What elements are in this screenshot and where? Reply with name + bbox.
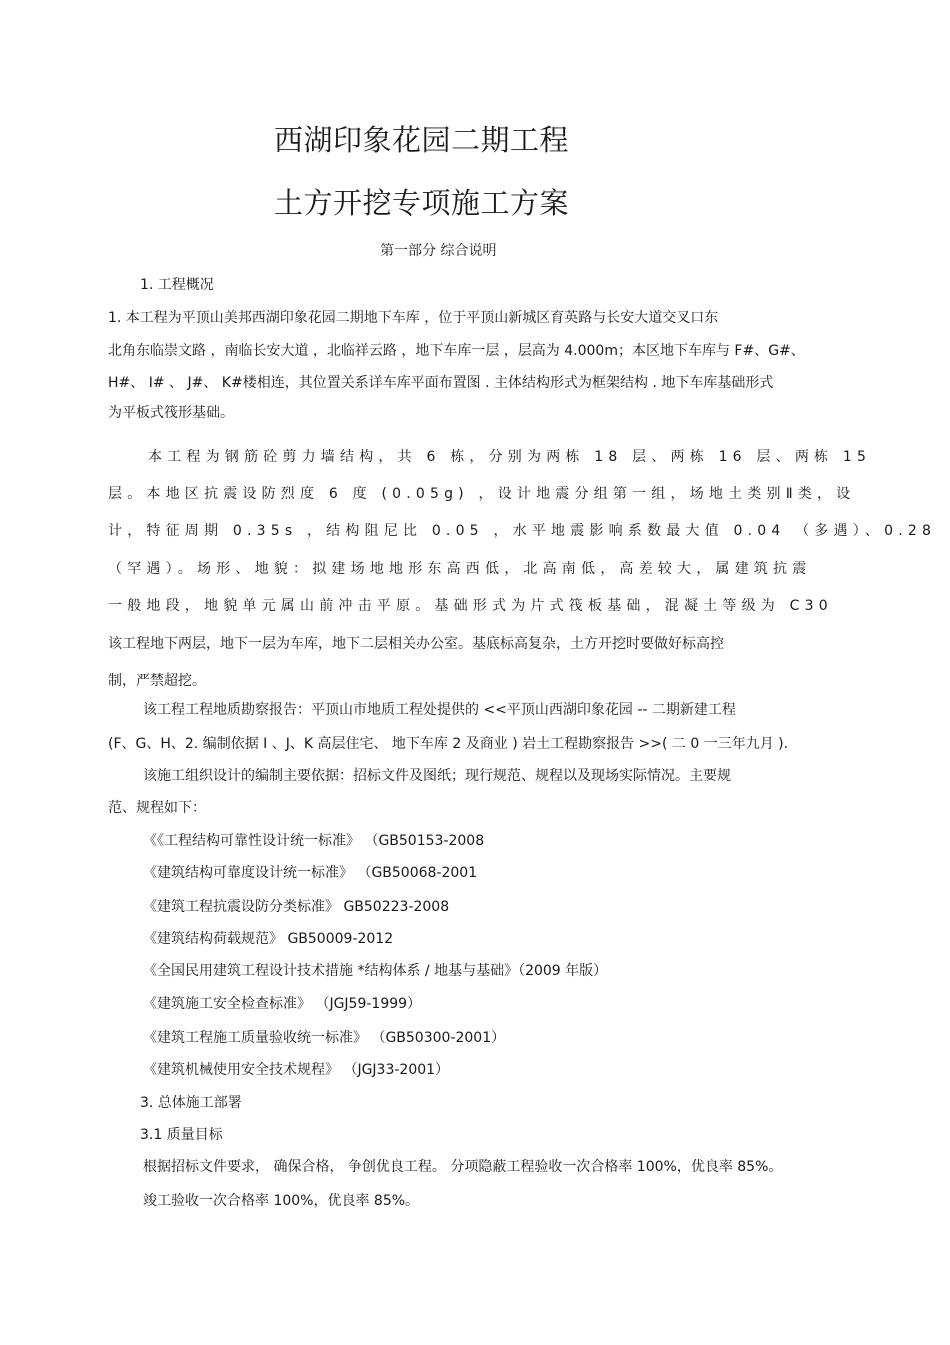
document-title-line1: 西湖印象花园二期工程 — [274, 123, 570, 157]
overview-line: 1. 本工程为平顶山美邦西湖印象花园二期地下车库 ，位于平顶山新城区育英路与长安大道交叉口东 — [108, 310, 719, 326]
quality-line: 根据招标文件要求， 确保合格， 争创优良工程。 分项隐蔽工程验收一次合格率 100%，优良率 85%。 — [143, 1159, 783, 1175]
basis-line: 该施工组织设计的编制主要依据：招标文件及图纸；现行规范、规程以及现场实际情况。主要规 — [143, 768, 731, 784]
standard-item: 《建筑机械使用安全技术规程》 （JGJ33-2001） — [143, 1062, 450, 1078]
geology-line: (F、G、H、2. 编制依据 I 、J、K 高层住宅、 地下车库 2 及商业 ) 岩土工程勘察报告 >>( 二 0 一三年九月 ). — [108, 736, 789, 752]
geology-line: 该工程工程地质勘察报告：平顶山市地质工程处提供的 <<平顶山西湖印象花园 -- 二期新建工程 — [143, 702, 736, 718]
structure-line: （罕遇）。场形、地貌：拟建场地地形东高西低，北高南低，高差较大，属建筑抗震 — [108, 561, 812, 577]
standard-item: 《建筑施工安全检查标准》 （JGJ59-1999） — [143, 996, 422, 1012]
structure-line: 层。本地区抗震设防烈度 6 度 (0.05g) ，设计地震分组第一组，场地土类别Ⅱ类，设 — [108, 486, 856, 502]
structure-line: 本工程为钢筋砼剪力墙结构，共 6 栋，分别为两栋 18 层、两栋 16 层、两栋 15 — [148, 449, 872, 465]
section-heading-overview: 1. 工程概况 — [140, 277, 214, 293]
basis-line: 范、规程如下： — [108, 800, 206, 816]
standard-item: 《建筑结构荷载规范》 GB50009-2012 — [143, 931, 394, 947]
section-heading-quality: 3.1 质量目标 — [140, 1127, 223, 1143]
standard-item: 《建筑工程抗震设防分类标准》 GB50223-2008 — [143, 899, 450, 915]
standard-item: 《全国民用建筑工程设计技术措施 *结构体系 / 地基与基础》（2009 年版） — [143, 963, 608, 979]
structure-line: 一般地段，地貌单元属山前冲击平原。基础形式为片式筏板基础，混凝土等级为 C30 — [108, 598, 833, 614]
standard-item: 《建筑工程施工质量验收统一标准》 （GB50300-2001） — [143, 1030, 506, 1046]
quality-line: 竣工验收一次合格率 100%，优良率 85%。 — [143, 1193, 420, 1209]
overview-line: H#、 I# 、 J#、 K#楼相连，其位置关系详车库平面布置图 . 主体结构形式为框架结构 . 地下车库基础形式 — [108, 375, 774, 391]
structure-line: 制，严禁超挖。 — [108, 673, 206, 689]
document-title-line2: 土方开挖专项施工方案 — [274, 186, 570, 220]
overview-line: 北角东临崇文路 ，南临长安大道 ，北临祥云路 ，地下车库一层 ，层高为 4.000m；本区地下车库与 F#、G#、 — [108, 343, 805, 359]
section-heading-deployment: 3. 总体施工部署 — [140, 1095, 242, 1111]
standard-item: 《建筑结构可靠度设计统一标准》 （GB50068-2001 — [143, 865, 478, 881]
overview-line: 为平板式筏形基础。 — [108, 405, 234, 421]
part-heading: 第一部分 综合说明 — [380, 243, 497, 259]
standard-item: 《《工程结构可靠性设计统一标准》 （GB50153-2008 — [143, 833, 485, 849]
structure-line: 计，特征周期 0.35s ，结构阻尼比 0.05 ，水平地震影响系数最大值 0.04 （多遇）、0.28 — [108, 523, 937, 539]
structure-line: 该工程地下两层，地下一层为车库，地下二层相关办公室。基底标高复杂，土方开挖时要做好标高控 — [108, 636, 724, 652]
